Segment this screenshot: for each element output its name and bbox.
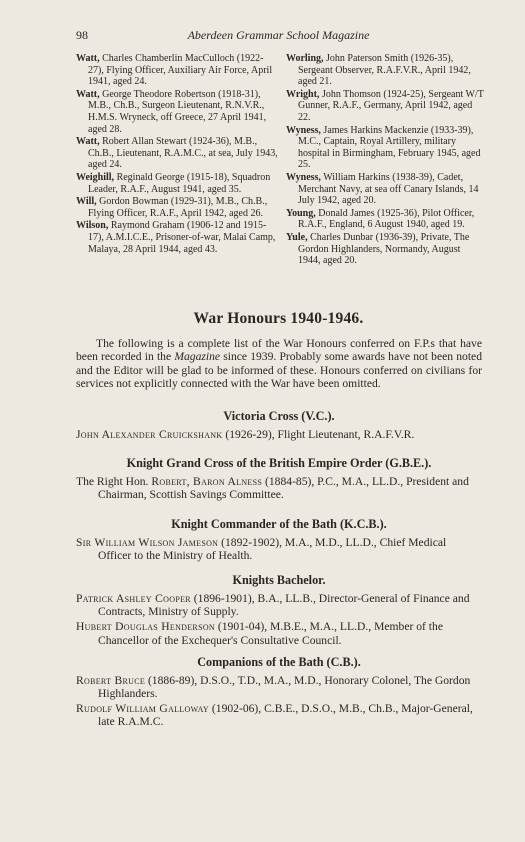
section-title: War Honours 1940-1946. (193, 310, 364, 327)
award-heading: Knight Grand Cross of the British Empire Order (G.B.E.). (126, 456, 432, 471)
obituary-entry: Worling, John Paterson Smith (1926-35), Sergeant Observer, R.A.F.V.R., April 1942, aged 21. (286, 53, 471, 88)
intro-paragraph: The following is a complete list of the War Honours conferred on F.P.s that have been recorded in the Magazine since 1939. Probably some awards have not been noted and the Editor will be glad to be informed of these. Honours conferred on civilians for services not explicitly connected with the War have been omitted. (76, 337, 482, 391)
obituary-entry: Watt, George Theodore Robertson (1918-31), M.B., Ch.B., Surgeon Lieutenant, R.N.V.R., H.M.S. Wryneck, off Greece, 27 April 1941, aged 28. (76, 88, 267, 135)
award-recipient: John Alexander Cruickshank (1926-29), Flight Lieutenant, R.A.F.V.R. (76, 428, 415, 441)
award-heading: Companions of the Bath (C.B.). (197, 654, 361, 669)
running-title: Aberdeen Grammar School Magazine (187, 28, 370, 42)
obituary-entry: Weighill, Reginald George (1915-18), Squadron Leader, R.A.F., August 1941, aged 35. (76, 171, 271, 195)
obituary-column-left (76, 53, 279, 256)
award-group (76, 517, 482, 562)
obituary-entry: Wyness, James Harkins Mackenzie (1933-39), M.C., Captain, Royal Artillery, military hospital in Birmingham, February 1945, aged 25. (286, 124, 481, 171)
page-header (76, 28, 481, 46)
award-recipient: Rudolf William Galloway (1902-06), C.B.E., D.S.O., M.B., Ch.B., Major-General, late R.A.M.C. (76, 702, 473, 729)
award-group (76, 573, 482, 647)
obituary-entry: Watt, Charles Chamberlin MacCulloch (1922-27), Flying Officer, Auxiliary Air Force, April 1941, aged 24. (76, 53, 273, 88)
obituary-column-right (286, 53, 485, 268)
obituary-entry: Will, Gordon Bowman (1929-31), M.B., Ch.B., Flying Officer, R.A.F., April 1942, aged 26. (76, 196, 268, 219)
award-group (76, 655, 482, 729)
award-recipient: Hubert Douglas Henderson (1901-04), M.B.E., M.A., LL.D., Member of the Chancellor of the Exchequer's Consultative Council. (76, 620, 443, 647)
page-number: 98 (76, 28, 88, 42)
obituary-entry: Wilson, Raymond Graham (1906-12 and 1915-17), A.M.I.C.E., Prisoner-of-war, Malai Camp, Malaya, 28 April 1944, aged 43. (76, 220, 276, 255)
award-group (76, 409, 482, 441)
obituary-entry: Watt, Robert Allan Stewart (1924-36), M.B., Ch.B., Lieutenant, R.A.M.C., at sea, July 1943, aged 24. (76, 136, 278, 171)
award-recipient: Patrick Ashley Cooper (1896-1901), B.A., LL.B., Director-General of Finance and Contracts, Ministry of Supply. (76, 592, 470, 619)
obituary-entry: Wyness, William Harkins (1938-39), Cadet, Merchant Navy, at sea off Canary Islands, 14 July 1942, aged 20. (286, 171, 479, 207)
award-recipient: Robert Bruce (1886-89), D.S.O., T.D., M.A., M.D., Honorary Colonel, The Gordon Highlanders. (76, 673, 471, 701)
obituary-entry: Yule, Charles Dunbar (1936-39), Private, The Gordon Highlanders, Normandy, August 1944, aged 20. (286, 231, 470, 267)
awards-list (76, 409, 482, 731)
award-recipient: The Right Hon. Robert, Baron Alness (1884-85), P.C., M.A., LL.D., President and Chairman, Scottish Savings Committee. (76, 475, 469, 502)
obituary-entry: Young, Donald James (1925-36), Pilot Officer, R.A.F., England, 6 August 1940, aged 19. (286, 207, 475, 231)
award-heading: Victoria Cross (V.C.). (223, 409, 335, 423)
award-heading: Knights Bachelor. (232, 573, 326, 588)
award-recipient: Sir William Wilson Jameson (1892-1902), M.A., M.D., LL.D., Chief Medical Officer to the Ministry of Health. (76, 535, 447, 562)
obituary-entry: Wright, John Thomson (1924-25), Sergeant W/T Gunner, R.A.F., Germany, April 1942, aged 22. (286, 88, 484, 123)
award-group (76, 456, 482, 501)
award-heading: Knight Commander of the Bath (K.C.B.). (171, 516, 387, 531)
